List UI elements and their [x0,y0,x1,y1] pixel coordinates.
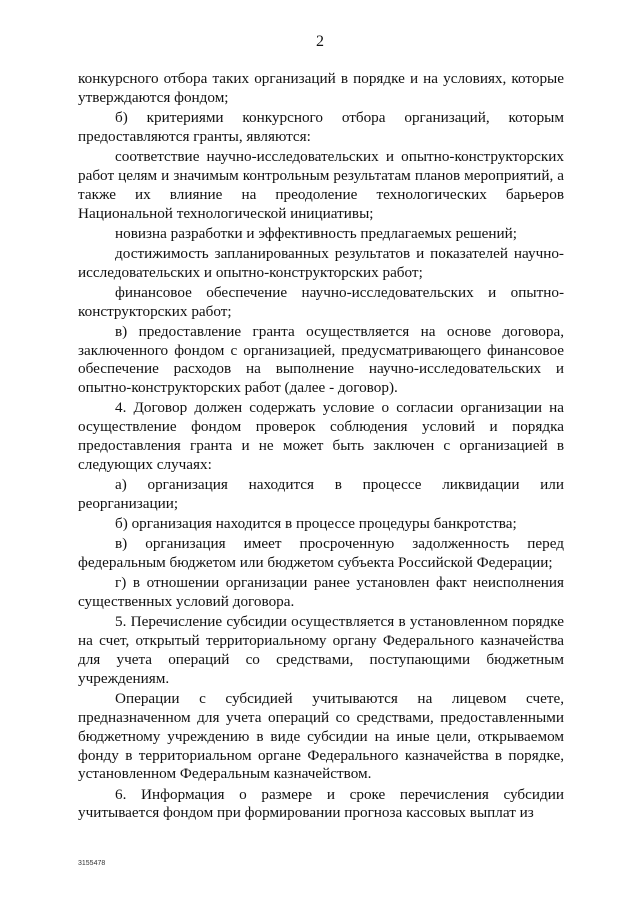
paragraph: финансовое обеспечение научно-исследовательских и опытно-конструкторских работ; [78,283,564,320]
paragraph: конкурсного отбора таких организаций в порядке и на условиях, которые утверждаются фондом; [78,70,564,106]
paragraph: б) критериями конкурсного отбора организаций, которым предоставляются гранты, являются: [78,108,564,145]
paragraph: в) организация имеет просроченную задолженность перед федеральным бюджетом или бюджетом субъекта Российской Федерации; [78,535,564,572]
paragraph: достижимость запланированных результатов и показателей научно-исследовательских и опытно-конструкторских работ; [78,244,564,281]
paragraph: 4. Договор должен содержать условие о согласии организации на осуществление фондом проверок соблюдения условий и порядка предоставления гранта и не может быть заключен с организацией в следующих случаях: [78,399,564,474]
document-body [78,70,564,824]
paragraph: соответствие научно-исследовательских и опытно-конструкторских работ целям и значимым контрольным результатам планов мероприятий, а также их влияние на преодоление технологических барьеров Национальной технологической инициативы; [78,147,564,222]
paragraph: новизна разработки и эффективность предлагаемых решений; [115,224,518,242]
paragraph: г) в отношении организации ранее установлен факт неисполнения существенных условий договора. [78,574,564,611]
paragraph: в) предоставление гранта осуществляется на основе договора, заключенного фондом с организацией, предусматривающего финансовое обеспечение расходов на выполнение научно-исследовательских и опытно-конструкторских работ (далее - договор). [78,322,564,397]
paragraph: а) организация находится в процессе ликвидации или реорганизации; [78,476,564,513]
document-code: 3155478 [78,860,106,867]
paragraph: б) организация находится в процессе процедуры банкротства; [115,515,517,533]
page-number: 2 [316,33,324,50]
paragraph: 6. Информация о размере и сроке перечисления субсидии учитывается фондом при формировании прогноза кассовых выплат из [78,785,564,822]
paragraph: Операции с субсидией учитываются на лицевом счете, предназначенном для учета операций со средствами, предоставленными бюджетному учреждению в виде субсидии на иные цели, открываемом фонду в территориальном органе Федерального казначейства в порядке, установленном Федеральным казначейством. [78,689,564,783]
paragraph: 5. Перечисление субсидии осуществляется в установленном порядке на счет, открытый территориальному органу Федерального казначейства для учета операций со средствами, поступающими бюджетным учреждениям. [78,613,564,687]
